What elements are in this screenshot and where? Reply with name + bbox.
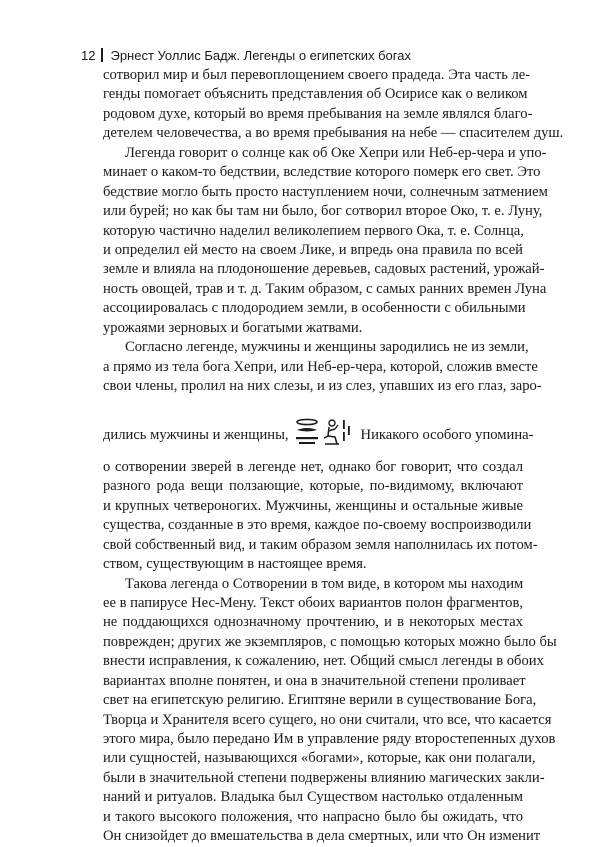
text-line: которую частично наделил великолепием первого Ока, т. е. Солнца, [103, 222, 524, 239]
text-line: и такого высокого положения, что напрасно было бы ожидать, что [103, 808, 523, 825]
text-line: генды помогает объяснить представления об Осирисе как о великом [103, 86, 528, 103]
text-line: и крупных четвероногих. Мужчины, женщины и остальные живые [103, 497, 523, 514]
text-line: Такова легенда о Сотворении в том виде, в котором мы находим [125, 575, 524, 592]
running-title: Эрнест Уоллис Бадж. Легенды о египетских богах [110, 48, 411, 63]
text-line: свои члены, пролил на них слезы, и из слез, упавших из его глаз, заро- [103, 378, 542, 394]
text-line: а прямо из тела бога Хепри, или Неб-ер-чера, которой, сложив вместе [103, 358, 538, 375]
text-line: существа, созданные в это время, каждое по-своему воспроизводили [103, 517, 532, 534]
text-line: бедствие могло быть просто наступлением ночи, солнечным затмением [103, 183, 548, 200]
text-line: или сущностей, называющихся «богами», которые, как они полагали, [103, 750, 536, 767]
page-number: 12 [81, 48, 96, 63]
text-fragment: дились мужчины и женщины, [103, 427, 289, 444]
text-line: поврежден; других же экземпляров, с помощью которых можно было бы [103, 633, 557, 650]
text-line: о сотворении зверей в легенде нет, однако бог говорит, что создал [103, 458, 523, 475]
text-line: Творца и Хранителя всего сущего, но они считали, что все, что касается [103, 711, 552, 728]
text-line: ее в папирусе Нес-Мену. Текст обоих вариантов полон фрагментов, [103, 594, 523, 611]
body-text [103, 66, 564, 847]
text-line: не поддающихся однозначному прочтению, и в некоторых местах [103, 614, 523, 631]
text-line: были в значительной степени подвержены влиянию магических закли- [103, 769, 545, 786]
text-line: Он снизойдет до вмешательства в дела смертных, или что Он изменит [103, 828, 541, 845]
text-line: детелем человечества, а во время пребывания на небе — спасителем душ. [103, 125, 564, 142]
text-line: внести исправления, к сожалению, нет. Общий смысл легенды в обоих [103, 653, 544, 670]
text-line: земле и влияла на плодоношение деревьев, садовых растений, урожай- [103, 261, 545, 278]
text-line: Согласно легенде, мужчины и женщины зародились не из земли, [125, 339, 529, 356]
text-line: вариантах вполне понятен, и она в значительной степени проливает [103, 672, 526, 689]
text-line: урожаями зерновых и богатыми жатвами. [103, 319, 363, 336]
text-line: родовом духе, который во время пребывания на земле являлся благо- [103, 105, 533, 122]
text-line: или бурей; но как бы там ни было, бог сотворил второе Око, т. е. Луну, [103, 203, 543, 220]
text-line: ассоциировалась с плодородием земли, в особенности с обильными [103, 300, 526, 317]
hieroglyph-line [103, 417, 534, 444]
text-line: ством, существующим в настоящее время. [103, 556, 367, 573]
hieroglyph-group-icon [295, 417, 357, 447]
text-line: свет на египетскую религию. Египтяне верили в существование Бога, [103, 692, 537, 709]
header-separator [101, 48, 103, 62]
text-line: разного рода вещи ползающие, которые, по-видимому, включают [103, 478, 523, 495]
text-fragment: Никакого особого упомина- [360, 427, 534, 444]
text-line: минает о каком-то бедствии, вследствие которого померк его свет. Это [103, 164, 541, 181]
text-line: сотворил мир и был перевоплощением своего прадеда. Эта часть ле- [103, 67, 531, 83]
text-line: свой собственный вид, и таким образом земля наполнилась их потом- [103, 536, 538, 553]
text-line: наний и ритуалов. Владыка был Существом настолько отдаленным [103, 789, 523, 806]
running-header [81, 48, 521, 64]
text-line: ность овощей, трав и т. д. Таким образом, с самых ранних времен Луна [103, 280, 547, 297]
text-line: Легенда говорит о солнце как об Оке Хепри или Неб-ер-чера и упо- [125, 144, 547, 161]
text-line: этого мира, было передано Им в управление ряду второстепенных духов [103, 731, 556, 747]
text-line: и определил ей место на своем Лике, и впредь она правила по всей [103, 241, 523, 258]
